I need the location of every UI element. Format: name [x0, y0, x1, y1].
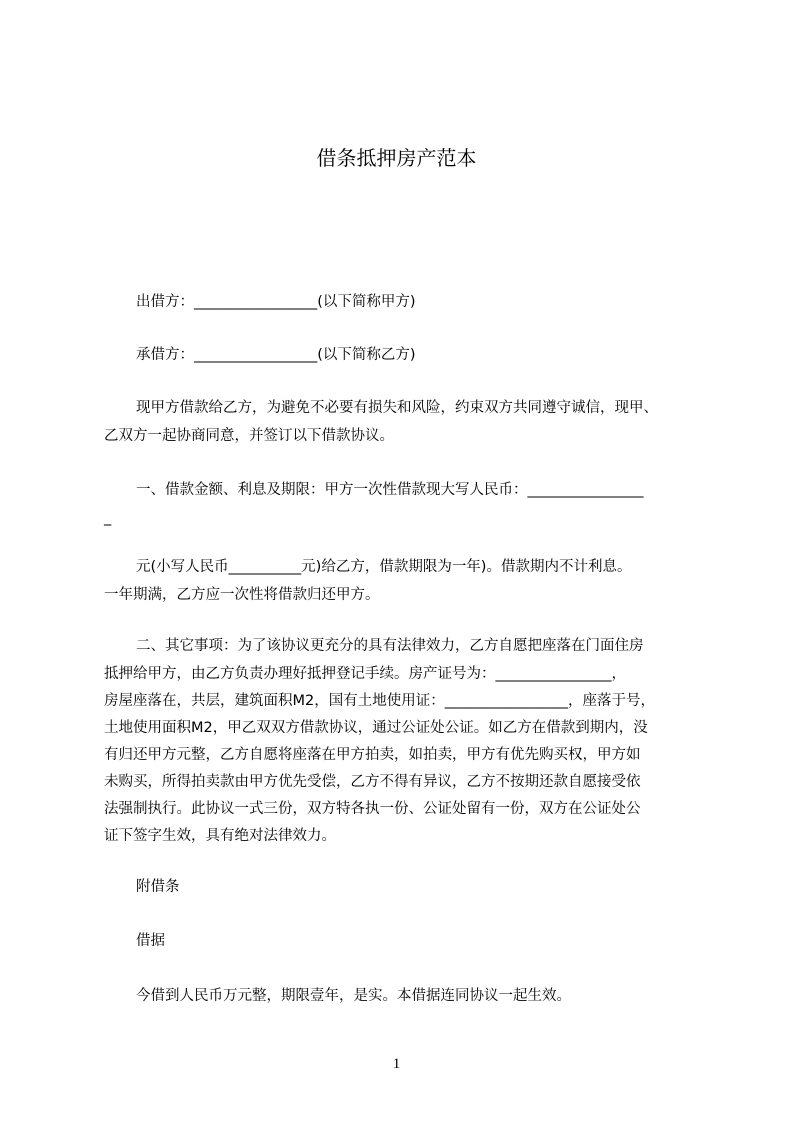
attachment-label: 附借条: [136, 879, 180, 895]
clause2-line: 土地使用面积M2，甲乙双双方借款协议，通过公证处公证。如乙方在借款到期内，没: [104, 720, 648, 736]
clause2-line: 抵押给甲方，由乙方负责办理好抵押登记手续。房产证号为：________________，: [104, 666, 626, 682]
page-number: 1: [392, 1056, 401, 1072]
document-title: 借条抵押房产范本: [316, 146, 477, 170]
intro-line: 乙双方一起协商同意，并签订以下借款协议。: [104, 428, 394, 444]
clause2-line: 房屋座落在，共层，建筑面积M2，国有土地使用证：_________________，座落于号，: [104, 693, 655, 709]
clause2-line: 未购买，所得拍卖款由甲方优先受偿，乙方不得有异议，乙方不按期还款自愿接受依: [104, 774, 641, 790]
borrower-line: 承借方：_________________(以下简称乙方): [136, 347, 416, 363]
clause1-line: _: [104, 510, 112, 526]
intro-line: 现甲方借款给乙方，为避免不必要有损失和风险，约束双方共同遵守诚信，现甲、: [136, 400, 658, 416]
clause2-line: 二、其它事项：为了该协议更充分的具有法律效力，乙方自愿把座落在门面住房: [136, 638, 644, 654]
clause1-line: 一、借款金额、利息及期限：甲方一次性借款现大写人民币：________________: [136, 482, 644, 498]
lender-line: 出借方：_________________(以下简称甲方): [136, 294, 416, 310]
receipt-label: 借据: [136, 933, 165, 949]
receipt-text: 今借到人民币万元整，期限壹年，是实。本借据连同协议一起生效。: [136, 988, 571, 1004]
clause2-line: 有归还甲方元整，乙方自愿将座落在甲方拍卖，如拍卖，甲方有优先购买权，甲方如: [104, 747, 641, 763]
clause1b-line: 一年期满，乙方应一次性将借款归还甲方。: [104, 587, 380, 603]
clause2-line: 法强制执行。此协议一式三份，双方特各执一份、公证处留有一份，双方在公证处公: [104, 801, 641, 817]
clause2-line: 证下签字生效，具有绝对法律效力。: [104, 828, 336, 844]
clause1b-line: 元(小写人民币__________元)给乙方，借款期限为一年)。借款期内不计利息。: [136, 559, 632, 575]
